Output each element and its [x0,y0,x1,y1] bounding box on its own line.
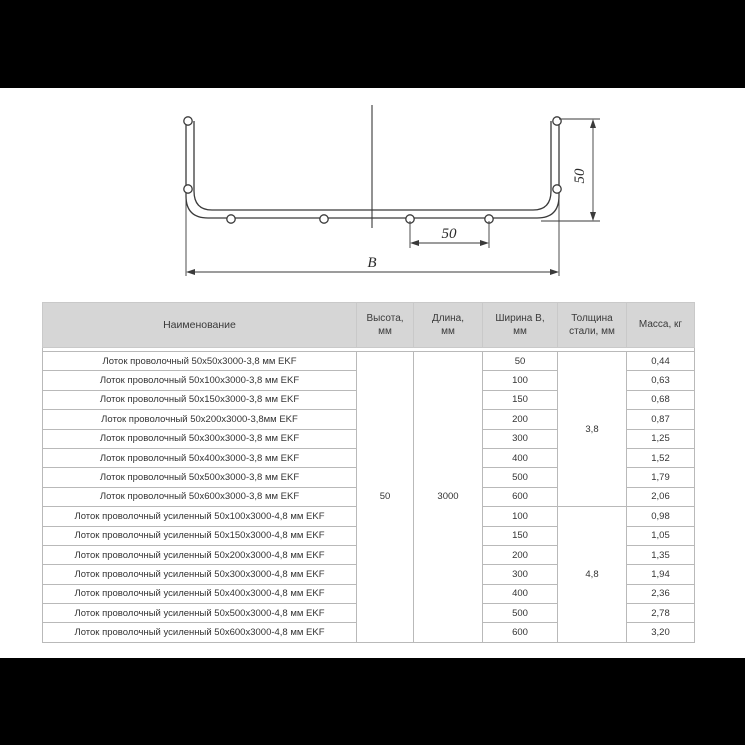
width-dimension-label: B [367,255,377,271]
cell-mass: 1,35 [627,545,695,564]
cell-product-name: Лоток проволочный 50x100x3000-3,8 мм EKF [43,371,357,390]
cell-width: 50 [483,352,558,371]
letterbox-top-bar [0,0,745,88]
column-header-height-line1: Высота, [366,312,404,324]
cell-width: 200 [483,545,558,564]
cable-tray-drawing [0,88,745,288]
height-arrow-bottom [590,212,596,221]
cell-mass: 3,20 [627,623,695,642]
cell-mass: 1,52 [627,448,695,467]
right-corner-inner [533,191,551,210]
cell-product-name: Лоток проволочный усиленный 50x500x3000-4,8 мм EKF [43,604,357,623]
cell-product-name: Лоток проволочный 50x50x3000-3,8 мм EKF [43,352,357,371]
column-header-length-line2: мм [441,326,455,337]
cell-width: 400 [483,584,558,603]
cell-product-name: Лоток проволочный 50x300x3000-3,8 мм EKF [43,429,357,448]
pitch-dimension-label: 50 [441,226,457,242]
cell-width: 200 [483,410,558,429]
cell-product-name: Лоток проволочный 50x500x3000-3,8 мм EKF [43,468,357,487]
left-corner-inner [194,191,212,210]
cell-mass: 1,05 [627,526,695,545]
cell-width: 500 [483,604,558,623]
column-header-width-line1: Ширина B, [495,312,545,324]
cell-width: 500 [483,468,558,487]
cell-width: 600 [483,487,558,506]
width-arrow-right [550,269,559,275]
cell-product-name: Лоток проволочный 50x150x3000-3,8 мм EKF [43,390,357,409]
column-header-name: Наименование [43,303,357,348]
cell-thickness-group-2: 4,8 [558,507,627,643]
column-header-length [414,303,483,348]
column-header-width [483,303,558,348]
table-header [43,303,695,348]
cell-product-name: Лоток проволочный усиленный 50x600x3000-4,8 мм EKF [43,623,357,642]
cell-product-name: Лоток проволочный усиленный 50x400x3000-4,8 мм EKF [43,584,357,603]
cell-length-merged: 3000 [414,352,483,643]
cell-width: 600 [483,623,558,642]
wire-node-circle [320,215,328,223]
table-body [43,348,695,643]
cell-width: 100 [483,371,558,390]
cell-product-name: Лоток проволочный усиленный 50x100x3000-4,8 мм EKF [43,507,357,526]
cell-height-merged: 50 [357,352,414,643]
height-arrow-top [590,119,596,128]
cell-width: 400 [483,448,558,467]
cell-product-name: Лоток проволочный 50x400x3000-3,8 мм EKF [43,448,357,467]
column-header-thickness [558,303,627,348]
column-header-thickness-line1: Толщина [571,312,613,324]
cell-width: 100 [483,507,558,526]
right-corner-outer [537,196,559,218]
column-header-width-line2: мм [513,326,527,337]
table-row [43,352,695,371]
cell-mass: 0,63 [627,371,695,390]
cell-mass: 0,98 [627,507,695,526]
cell-mass: 2,36 [627,584,695,603]
column-header-length-line1: Длина, [431,312,465,324]
cell-mass: 0,68 [627,390,695,409]
wire-node-circle [184,185,192,193]
column-header-thickness-line2: стали, мм [569,326,615,337]
column-header-mass: Масса, кг [627,303,695,348]
cell-product-name: Лоток проволочный 50x200x3000-3,8мм EKF [43,410,357,429]
table-header-row [43,303,695,348]
wire-node-circle [553,185,561,193]
column-header-height [357,303,414,348]
specification-table-container [42,302,694,643]
cell-width: 150 [483,526,558,545]
left-corner-outer [186,196,208,218]
cell-product-name: Лоток проволочный усиленный 50x150x3000-4,8 мм EKF [43,526,357,545]
cell-mass: 0,44 [627,352,695,371]
cell-width: 300 [483,429,558,448]
cell-mass: 2,06 [627,487,695,506]
cell-thickness-group-1: 3,8 [558,352,627,507]
cell-mass: 1,94 [627,565,695,584]
column-header-height-line2: мм [378,326,392,337]
cell-product-name: Лоток проволочный 50x600x3000-3,8 мм EKF [43,487,357,506]
height-dimension-label: 50 [572,168,588,184]
cell-product-name: Лоток проволочный усиленный 50x200x3000-4,8 мм EKF [43,545,357,564]
wire-node-circle [227,215,235,223]
cell-mass: 0,87 [627,410,695,429]
wire-node-circle [553,117,561,125]
cell-mass: 1,25 [627,429,695,448]
cell-width: 300 [483,565,558,584]
cell-product-name: Лоток проволочный усиленный 50x300x3000-4,8 мм EKF [43,565,357,584]
cell-mass: 2,78 [627,604,695,623]
letterbox-bottom-bar [0,658,745,745]
pitch-arrow-left [410,240,419,246]
wire-node-circle [184,117,192,125]
document-sheet [0,88,745,658]
specification-table [42,302,695,643]
pitch-arrow-right [480,240,489,246]
width-arrow-left [186,269,195,275]
cell-mass: 1,79 [627,468,695,487]
cell-width: 150 [483,390,558,409]
